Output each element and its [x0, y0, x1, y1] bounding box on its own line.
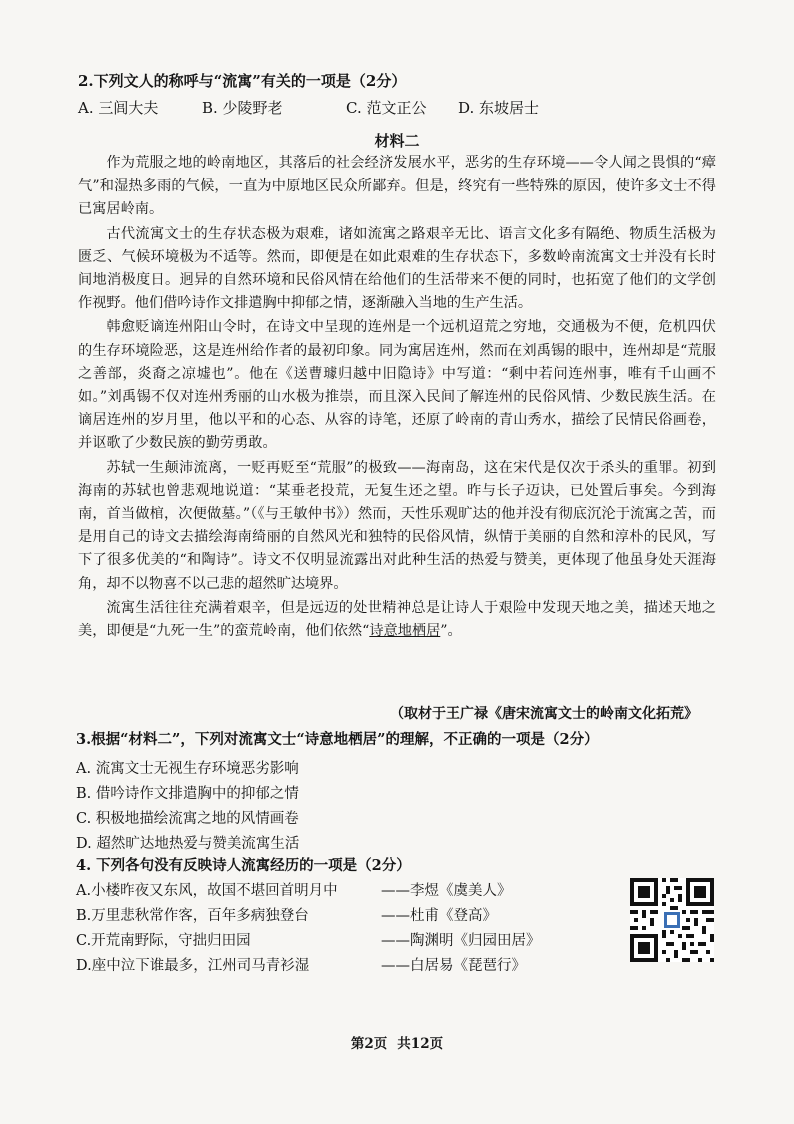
article-paragraph: 作为荒服之地的岭南地区，其落后的社会经济发展水平，恶劣的生存环境——令人闻之畏惧的“瘴气”和湿热多雨的气候，一直为中原地区民众所鄙弃。但是，终究有一些特殊的原因，使许多文士不得已寓居岭南。	[78, 155, 716, 218]
material-article	[78, 152, 716, 644]
article-paragraph: 古代流寓文士的生存状态极为艰难，诸如流寓之路艰辛无比、语言文化多有隔绝、物质生活极为匮乏、气候环境极为不适等。然而，即便是在如此艰难的生存状态下，多数岭南流寓文士并没有长时间地消极度日。迥异的自然环境和民俗风情在给他们的生活带来不便的同时，也拓宽了他们的文学创作视野。他们借吟诗作文排遣胸中抑郁之情，逐渐融入当地的生产生活。	[78, 225, 716, 312]
question-2-option-b[interactable]: B. 少陵野老	[202, 99, 283, 117]
underlined-phrase: 诗意地栖居	[369, 623, 441, 640]
source-citation: （取材于王广禄《唐宋流寓文士的岭南文化拓荒》	[390, 706, 698, 722]
page-number: 第2页	[350, 1036, 388, 1052]
question-4-option-c[interactable]	[76, 929, 636, 954]
question-3-option-c[interactable]: C. 积极地描绘流寓之地的风情画卷	[76, 811, 299, 827]
qr-code-icon	[630, 878, 714, 962]
question-3	[76, 727, 726, 857]
question-3-stem: 3.根据“材料二”，下列对流寓文士“诗意地栖居”的理解，不正确的一项是（2分）	[76, 731, 599, 748]
question-3-option-d[interactable]: D. 超然旷达地热爱与赞美流寓生活	[76, 836, 300, 852]
question-4-stem: 4. 下列各句没有反映诗人流寓经历的一项是（2分）	[76, 857, 411, 874]
question-2-option-c[interactable]: C. 范文正公	[346, 99, 427, 117]
question-2	[78, 70, 738, 118]
option-author: ——白居易《琵琶行》	[381, 958, 526, 974]
option-author: ——杜甫《登高》	[381, 908, 497, 924]
question-4-option-a[interactable]	[76, 879, 636, 904]
question-2-stem: 2.下列文人的称呼与“流寓”有关的一项是（2分）	[78, 72, 407, 90]
question-3-option-b[interactable]: B. 借吟诗作文排遣胸中的抑郁之情	[76, 786, 299, 802]
question-4-option-b[interactable]	[76, 904, 636, 929]
question-2-option-d[interactable]: D. 东坡居士	[458, 99, 540, 117]
page-footer	[0, 1032, 794, 1052]
material-title: 材料二	[374, 132, 420, 150]
option-author: ——陶渊明《归园田居》	[381, 933, 541, 949]
option-line: A.小楼昨夜又东风，故国不堪回首明月中	[76, 883, 338, 899]
question-2-options	[78, 97, 738, 118]
question-2-option-a[interactable]: A. 三闾大夫	[78, 99, 159, 117]
question-3-option-a[interactable]: A. 流寓文士无视生存环境恶劣影响	[76, 761, 299, 777]
article-paragraph	[78, 597, 716, 643]
page-total: 共12页	[397, 1036, 444, 1052]
option-line: B.万里悲秋常作客，百年多病独登台	[76, 908, 309, 924]
article-paragraph: 韩愈贬谪连州阳山令时，在诗文中呈现的连州是一个远机迢荒之穷地，交通极为不便，危机四伏的生存环境险恶，这是连州给作者的最初印象。同为寓居连州，然而在刘禹锡的眼中，连州却是“荒服之善部，炎裔之凉墟也”。他在《送曹璩归越中旧隐诗》中写道：“剩中若问连州事，唯有千山画不如。”刘禹锡不仅对连州秀丽的山水极为推崇，而且深入民间了解连州的民俗风情、少数民族生活。在谪居连州的岁月里，他以平和的心态、从容的诗笔，还原了岭南的青山秀水，描绘了民情民俗画卷，并讴歌了少数民族的勤劳勇敢。	[78, 319, 716, 452]
article-text: ”。	[440, 623, 462, 640]
option-line: C.开荒南野际，守拙归田园	[76, 933, 251, 949]
option-line: D.座中泣下谁最多，江州司马青衫湿	[76, 958, 310, 974]
article-text: 流寓生活往往充满着艰辛，但是远迈的处世精神总是让诗人于艰险中发现天地之美，描述天地之美，即便是“九死一生”的蛮荒岭南，他们依然“	[78, 599, 716, 640]
article-paragraph: 苏轼一生颠沛流离，一贬再贬至“荒服”的极致——海南岛，这在宋代是仅次于杀头的重罪。初到海南的苏轼也曾悲观地说道：“某垂老投荒，无复生还之望。昨与长子迈诀，已处置后事矣。今到海南，首当做棺，次便做墓。”（《与王敏仲书》）然而，天性乐观旷达的他并没有彻底沉沦于流寓之苦，而是用自己的诗文去描绘海南绮丽的自然风光和独特的民俗风情，纵情于美丽的自然和淳朴的民风，写下了很多优美的“和陶诗”。诗文不仅明显流露出对此种生活的热爱与赞美，更体现了他虽身处天涯海角，却不以物喜不以己悲的超然旷达境界。	[78, 459, 716, 592]
question-4	[76, 853, 636, 979]
option-author: ——李煜《虞美人》	[381, 883, 512, 899]
question-4-option-d[interactable]	[76, 954, 636, 979]
